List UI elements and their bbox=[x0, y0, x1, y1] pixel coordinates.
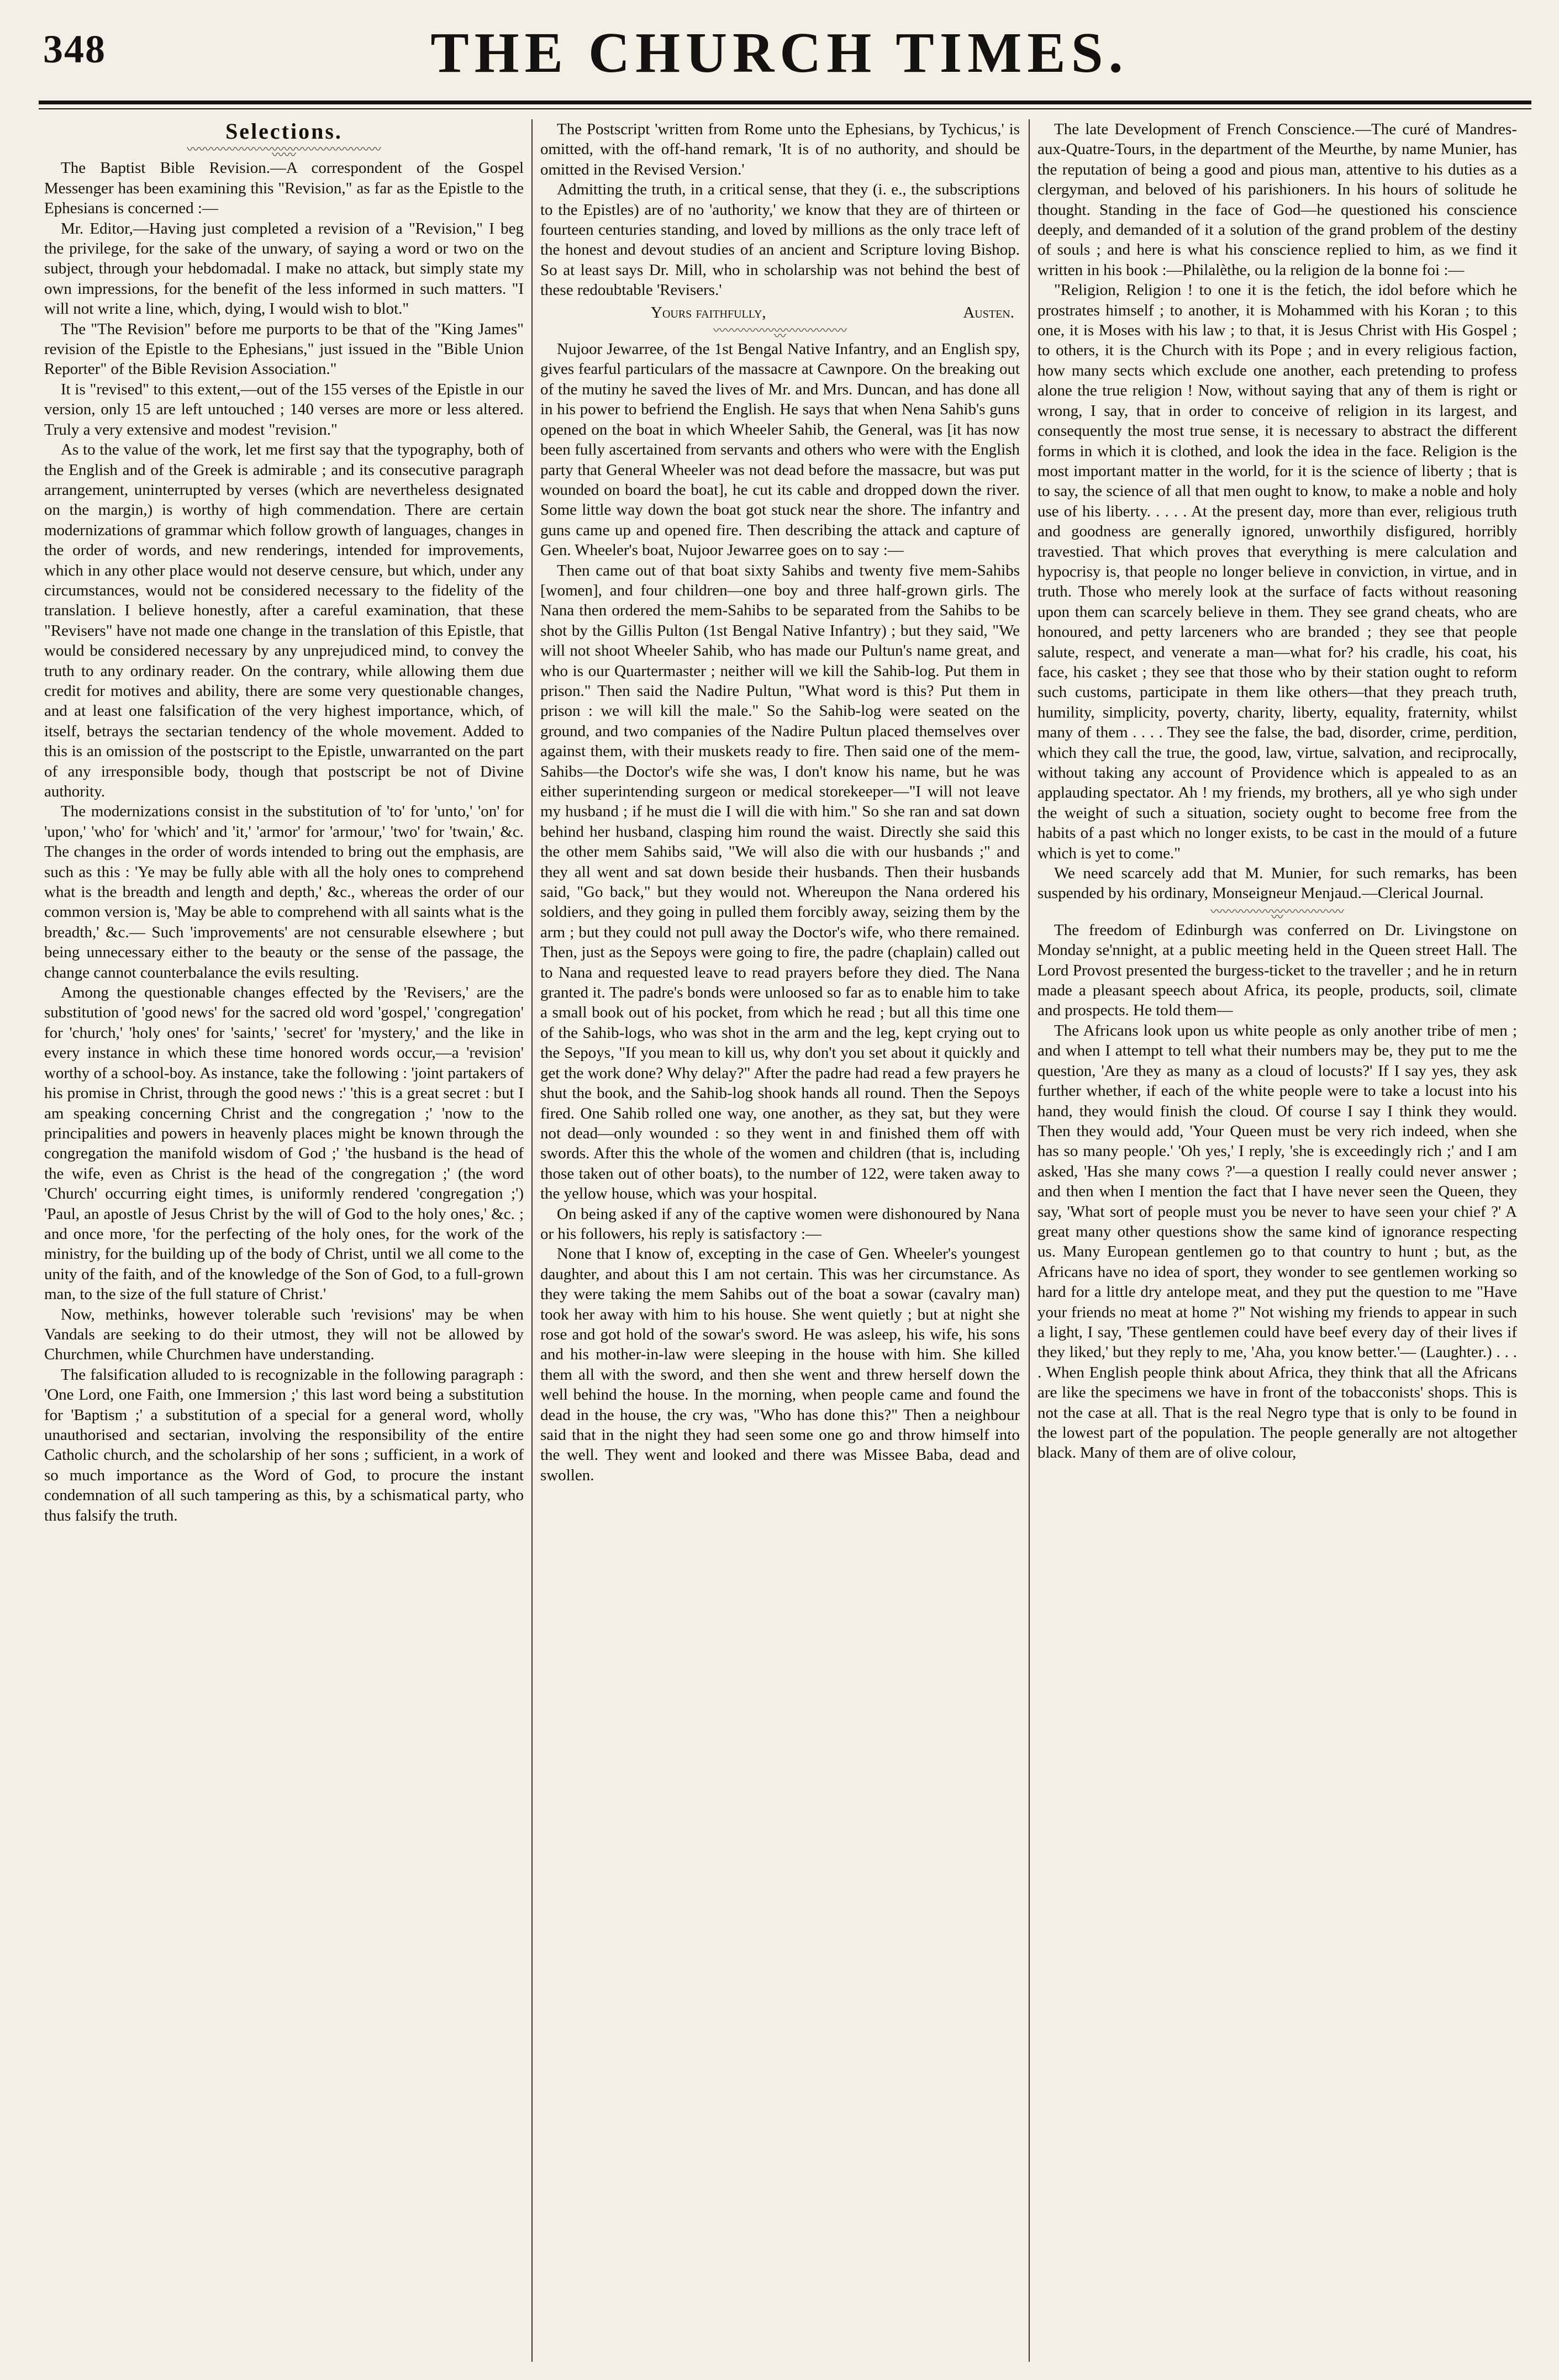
article-paragraph: It is "revised" to this extent,—out of the 155 verses of the Epistle in our version, only 15 are left untouched ; 140 verses are more or less altered. Truly a very extensive and modest "revision." bbox=[44, 380, 524, 439]
masthead-title: THE CHURCH TIMES. bbox=[430, 21, 1129, 85]
column-2 bbox=[540, 119, 1020, 2362]
article-paragraph: The Africans look upon us white people as only another tribe of men ; and when I attempt to tell what their numbers may be, they put to me the question, 'Are they as many as a cloud of locusts?' If I say yes, they ask further whether, if each of the white people were to take a locust into his hand, they would finish the cloud. Of course I say I think they would. Then they would add, 'Your Queen must be very rich indeed, when she has so many people.' 'Oh yes,' I reply, 'she is exceedingly rich ;' and I am asked, 'Has she many cows ?'—a question I really could never answer ; and then when I mention the fact that I have never seen the Queen, they say, 'What sort of people must you be never to have seen your chief ?' A great many other questions show the same kind of ignorance respecting us. Many European gentlemen go to that country to hunt ; but, as the Africans have no idea of sport, they wonder to see gentlemen working so hard for a little dry antelope meat, and they put the question to me "Have your friends no meat at home ?" Not wishing my friends to appear in such a light, I say, 'These gentlemen could have beef every day of their lives if they liked,' but they reply to me, 'Aha, you know better.'— (Laughter.) . . . . When English people think about Africa, they think that all the Africans are like the specimens we have in front of the tobacconists' shops. This is not the case at all. That is the real Negro type that is only to be found in the lowest part of the population. The people generally are not altogether black. Many of them are of olive colour, bbox=[1037, 1021, 1517, 1462]
article-paragraph: The late Development of French Conscience.—The curé of Mandres-aux-Quatre-Tours, in the department of the Meurthe, by name Munier, has the reputation of being a good and pious man, attentive to his duties as a clergyman, and beloved of his parishioners. In his hours of solitude he thought. Standing in the face of God—he questioned his conscience deeply, and demanded of it a solution of the grand problem of the destiny of souls ; and here is what his conscience replied to him, as we find it written in his book :—Philalèthe, ou la religion de la bonne foi :— bbox=[1037, 120, 1517, 279]
wave-divider: 〰〰〰〰〰〰〰〰〰〰〰〰〰〰〰〰〰〰 bbox=[186, 143, 381, 162]
wave-divider: 〰〰〰〰〰〰〰〰〰〰〰〰 bbox=[1210, 904, 1344, 924]
article-paragraph: Among the questionable changes effected by the 'Revisers,' are the substitution of 'good news' for the sacred old word 'gospel,' 'congregation' for 'church,' 'holy ones' for 'saints,' 'secret' for 'mystery,' and the like in every instance in which these time honored words occur,—a 'revision' worthy of a school-boy. As instance, take the following : 'joint partakers of his promise in Christ, through the good news :' 'this is a great secret : but I am speaking concerning Christ and the congregation ;' 'now to the principalities and powers in heavenly places might be known through the congregation the manifold wisdom of God ;' 'the husband is the head of the wife, even as Christ is the head of the congregation ;' (the word 'Church' occurring eight times, is uniformly rendered 'congregation ;') 'Paul, an apostle of Jesus Christ by the will of God to the holy ones,' &c. ; and once more, 'for the perfecting of the holy ones, for the work of the ministry, for the building up of the body of Christ, until we all come to the unity of the faith, and of the knowledge of the Son of God, to a full-grown man, to the size of the full stature of Christ.' bbox=[44, 984, 524, 1304]
section-heading: Selections. bbox=[225, 119, 343, 144]
column-divider bbox=[1029, 119, 1030, 2362]
article-paragraph: The "The Revision" before me purports to be that of the "King James" revision of the Epistle to the Ephesians," just issued in the "Bible Union Reporter" of the Bible Revision Association." bbox=[44, 320, 524, 378]
article-paragraph: Then came out of that boat sixty Sahibs and twenty five mem-Sahibs [women], and four children—one boy and three half-grown girls. The Nana then ordered the mem-Sahibs to be separated from the Sahibs to be shot by the Gillis Pulton (1st Bengal Native Infantry) ; but they said, "We will not shoot Wheeler Sahib, who has made our Pultun's name great, and who is our Quartermaster ; neither will we kill the Sahib-log. Put them in prison." Then said the Nadire Pultun, "What word is this? Put them in prison : we will kill the male." So the Sahib-log were seated on the ground, and two companies of the Nadire Pultun placed themselves over against them, with their muskets ready to fire. Then said one of the mem-Sahibs—the Doctor's wife she was, I don't know his name, but he was either superintending surgeon or medical storekeeper—"I will not leave my husband ; if he must die I will die with him." So she ran and sat down behind her husband, clasping him round the waist. Directly she said this the other mem Sahibs said, "We will also die with our husbands ;" and they all went and sat down beside their husbands. Then their husbands said, "Go back," but they would not. Whereupon the Nana ordered his soldiers, and they going in pulled them forcibly away, seizing them by the arm ; but they could not pull away the Doctor's wife, who there remained. Then, just as the Sepoys were going to fire, the padre (chaplain) called out to Nana and requested leave to read prayers before they died. The Nana granted it. The padre's bonds were unloosed so far as to enable him to take a small book out of his pocket, from which he read ; but all this time one of the Sahib-logs, who was shot in the arm and the leg, kept crying out to the Sepoys, "If you mean to kill us, why don't you set about it quickly and get the work done? Why delay?" After the padre had read a few prayers he shut the book, and the Sahib-log shook hands all round. Then the Sepoys fired. One Sahib rolled one way, one another, as they sat, but they were not dead—only wounded : so they went in and finished them off with swords. After this the whole of the women and children (that is, including those taken out of other boats), to the number of 122, were taken away to the yellow house, which was your hospital. bbox=[540, 561, 1020, 1203]
article-paragraph: As to the value of the work, let me first say that the typography, both of the English and of the Greek is admirable ; and its consecutive paragraph arrangement, uninterrupted by verses (which are nevertheless designated on the margin,) is worthy of high commendation. There are certain modernizations of grammar which follow growth of languages, changes in the order of words, and new renderings, intended for improvements, which in any other place would not deserve censure, but which, under any circumstances, would not be considered necessary to the fidelity of the translation. I believe honestly, after a careful examination, that these "Revisers" have not made one change in the translation of this Epistle, that would be considered necessary by any unprejudiced mind, to convey the truth to any ordinary reader. On the contrary, while allowing them due credit for motives and ability, there are some very questionable changes, and at least one falsification of the very highest importance, which, of itself, betrays the sectarian tendency of the whole movement. Added to this is an omission of the postscript to the Epistle, unwarranted on the part of any irresponsible body, though that postscript be not of Divine authority. bbox=[44, 441, 524, 800]
column-divider bbox=[531, 119, 533, 2362]
article-paragraph: None that I know of, excepting in the case of Gen. Wheeler's youngest daughter, and about this I am not certain. This was her circumstance. As they were taking the mem Sahibs out of the boat a sowar (cavalry man) took her away with him to his house. She went quietly ; but at night she rose and got hold of the sowar's sword. He was asleep, his wife, his sons and his mother-in-law were sleeping in the house with him. She killed them all with the sword, and then she went and threw herself down the well behind the house. In the morning, when people came and found the dead in the house, the cry was, "Who has done this?" Then a neighbour said that in the night they had seen some one go and throw himself into the well. They went and looked and there was Missee Baba, dead and swollen. bbox=[540, 1245, 1020, 1484]
article-paragraph: Admitting the truth, in a critical sense, that they (i. e., the subscriptions to the Epistles) are of no 'authority,' we know that they are of thirteen or fourteen centuries standing, and loved by millions as the only trace left of the honest and devout studies of an ancient and Scripture loving Bishop. So at least says Dr. Mill, who in scholarship was not behind the best of these redoubtable 'Revisers.' bbox=[540, 181, 1020, 299]
masthead-rule-thin bbox=[39, 108, 1531, 109]
article-paragraph: The freedom of Edinburgh was conferred on Dr. Livingstone on Monday se'nnight, at a public meeting held in the Queen street Hall. The Lord Provost presented the burgess-ticket to the traveller ; and he in return made a pleasant speech about Africa, its people, products, soil, climate and prospects. He told them— bbox=[1037, 921, 1517, 1020]
article-paragraph: The falsification alluded to is recognizable in the following paragraph : 'One Lord, one Faith, one Immersion ;' this last word being a substitution for 'Baptism ;' a substitution of a special for a general word, wholly unauthorised and sectarian, involving the responsibility of the entire Catholic church, and the scholarship of her sons ; sufficient, in a work of so much importance as the Word of God, to procure the instant condemnation of all such tampering as this, by a schismatical party, who thus falsify the truth. bbox=[44, 1365, 524, 1524]
column-1 bbox=[44, 119, 524, 2362]
signature-name: Austen. bbox=[963, 303, 1014, 321]
article-paragraph: The Baptist Bible Revision.—A correspondent of the Gospel Messenger has been examining this "Revision," as far as the Epistle to the Ephesians is concerned :— bbox=[44, 159, 524, 218]
masthead-rule bbox=[39, 101, 1531, 104]
signature-line bbox=[540, 303, 1014, 323]
page-number: 348 bbox=[43, 27, 106, 71]
signature-closing: Yours faithfully, bbox=[651, 303, 766, 321]
article-paragraph: We need scarcely add that M. Munier, for such remarks, has been suspended by his ordinary, Monseigneur Menjaud.—Clerical Journal. bbox=[1037, 864, 1517, 903]
article-paragraph: Mr. Editor,—Having just completed a revision of a "Revision," I beg the privilege, for the sake of the unwary, of saying a word or two on the subject, through your hebdomadal. I make no attack, but simply state my own impressions, for the benefit of the less informed in such matters. "I will not write a line, which, dying, I would wish to blot." bbox=[44, 219, 524, 318]
column-3 bbox=[1037, 119, 1517, 2362]
wave-divider: 〰〰〰〰〰〰〰〰〰〰〰〰 bbox=[713, 324, 847, 344]
article-paragraph: The Postscript 'written from Rome unto the Ephesians, by Tychicus,' is omitted, with the off-hand remark, 'It is of no authority, and should be omitted in the Revised Version.' bbox=[540, 120, 1020, 178]
article-paragraph: Nujoor Jewarree, of the 1st Bengal Native Infantry, and an English spy, gives fearful particulars of the massacre at Cawnpore. On the breaking out of the mutiny he saved the lives of Mr. and Mrs. Duncan, and has done all in his power to befriend the English. He says that when Nena Sahib's guns opened on the boat in which Wheeler Sahib, the General, was [it has now been fully ascertained from servants and others who were with the English party that General Wheeler was not dead before the massacre, but was put wounded on board the boat], he cut its cable and dropped down the river. Some little way down the boat got stuck near the shore. The infantry and guns came up and opened fire. Then describing the attack and capture of Gen. Wheeler's boat, Nujoor Jewarree goes on to say :— bbox=[540, 340, 1020, 560]
article-paragraph: Now, methinks, however tolerable such 'revisions' may be when Vandals are seeking to do their utmost, they will not be allowed by Churchmen, while Churchmen have understanding. bbox=[44, 1305, 524, 1364]
article-paragraph: "Religion, Religion ! to one it is the fetich, the idol before which he prostrates himself ; to another, it is Mohammed with his Koran ; to this one, it is Moses with his law ; to that, it is Jesus Christ with His Gospel ; to others, it is the Church with its Pope ; and in every religious faction, how many sects which exclude one another, each pretending to profess alone the true religion ! Now, without saying that any of them is right or wrong, I say, that in order to conceive of religion in its largest, and consequently the most true sense, it is necessary to abstract the different forms in which it is clothed, and look the idea in the face. Religion is the most important matter in the world, for it is the science of liberty ; that is to say, the science of all that men ought to know, to make a noble and holy use of his liberty. . . . . At the present day, more than ever, religious truth and goodness are generally ignored, unworthily disfigured, horribly travestied. That which proves that everything is mere calculation and hypocrisy is, that people no longer believe in conviction, in virtue, and in truth. Those who merely look at the surface of facts without reasoning upon them can scarcely believe in them. They see grand cheats, who are honoured, and petty larceners who are branded ; they see that people salute, respect, and venerate a man—what for? his cradle, his coat, his face, his casket ; they see that those who by their station ought to reform such customs, participate in them like others—that they preach truth, humility, simplicity, poverty, charity, liberty, equality, fraternity, whilst many of them . . . . They see the false, the bad, disorder, crime, perdition, which they call the true, the good, law, virtue, salvation, and reciprocally, without taking any account of Providence which is appealed to as an applauding spectator. Ah ! my friends, my brothers, all ye who sigh under the weight of such a situation, society ought to become free from the habits of a past which no longer exists, to be cast in the mould of a future which is yet to come." bbox=[1037, 281, 1517, 862]
article-paragraph: The modernizations consist in the substitution of 'to' for 'unto,' 'on' for 'upon,' 'who' for 'which' and 'it,' 'armor' for 'armour,' 'two' for 'twain,' &c. The changes in the order of words intended to bring out the emphasis, are such as this : 'Ye may be fully able with all the holy ones to comprehend what is the breadth and length and depth,' &c., whereas the order of our common version is, 'May be able to comprehend with all saints what is the breadth,' &c.— Such 'improvements' are not censurable elsewhere ; but being unnecessary either to the beauty or the sense of the passage, the change cannot counterbalance the evils resulting. bbox=[44, 803, 524, 981]
article-paragraph: On being asked if any of the captive women were dishonoured by Nana or his followers, his reply is satisfactory :— bbox=[540, 1205, 1020, 1243]
